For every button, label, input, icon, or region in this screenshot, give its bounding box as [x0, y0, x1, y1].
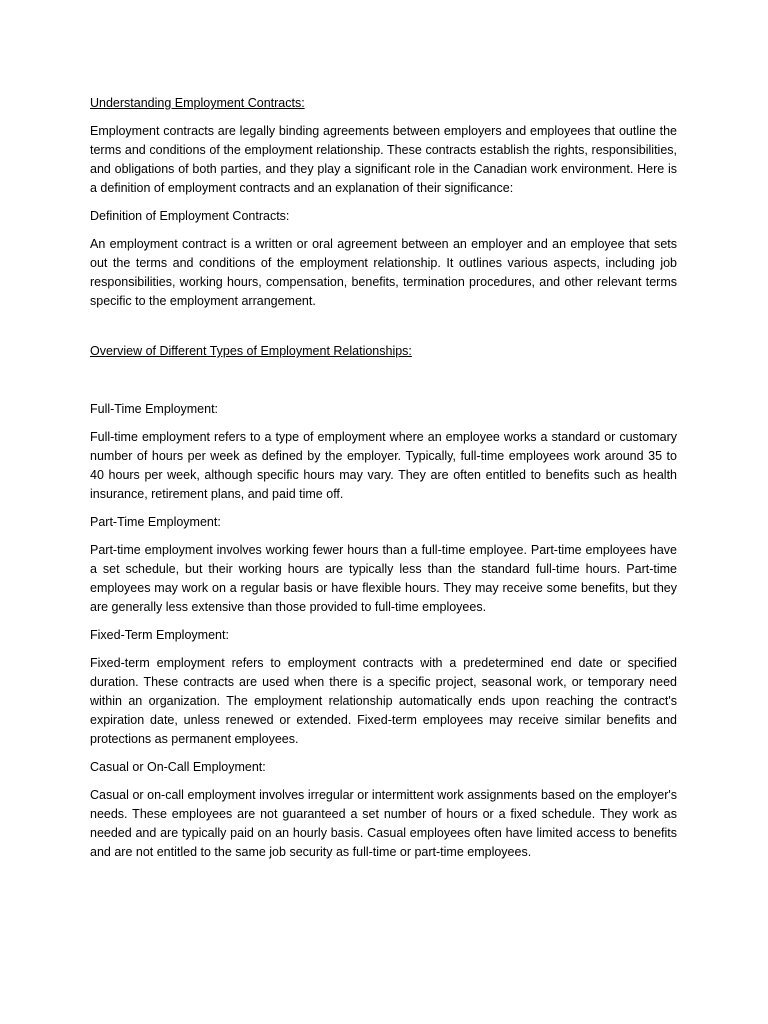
heading-understanding-employment-contracts: Understanding Employment Contracts:	[90, 96, 305, 110]
heading-definition-of-employment-contracts: Definition of Employment Contracts:	[90, 209, 290, 223]
heading-full-time-employment: Full-Time Employment:	[90, 402, 219, 416]
paragraph-fixed-term-employment: Fixed-term employment refers to employment contracts with a predetermined end date or specified duration. These contracts are used when there is a specific project, seasonal work, or temporary need within an organization. The employment relationship automatically ends upon reaching the contract's expiration date, unless renewed or extended. Fixed-term employees may receive similar benefits and protections as permanent employees.	[90, 656, 677, 746]
heading-overview-employment-relationships: Overview of Different Types of Employment Relationships:	[90, 344, 412, 358]
paragraph-full-time-employment: Full-time employment refers to a type of employment where an employee works a standard or customary number of hours per week as defined by the employer. Typically, full-time employees work around 35 to 40 hours per week, although specific hours may vary. They are often entitled to benefits such as health insurance, retirement plans, and paid time off.	[90, 430, 677, 501]
paragraph-casual-on-call-employment: Casual or on-call employment involves irregular or intermittent work assignments based on the employer's needs. These employees are not guaranteed a set number of hours or a fixed schedule. They work as needed and are typically paid on an hourly basis. Casual employees often have limited access to benefits and are not entitled to the same job security as full-time or part-time employees.	[90, 788, 677, 859]
paragraph-intro: Employment contracts are legally binding agreements between employers and employees that outline the terms and conditions of the employment relationship. These contracts establish the rights, responsibilities, and obligations of both parties, and they play a significant role in the Canadian work environment. Here is a definition of employment contracts and an explanation of their significance:	[90, 124, 677, 195]
heading-part-time-employment: Part-Time Employment:	[90, 515, 221, 529]
document-content	[90, 94, 677, 871]
paragraph-definition: An employment contract is a written or oral agreement between an employer and an employee that sets out the terms and conditions of the employment relationship. It outlines various aspects, including job responsibilities, working hours, compensation, benefits, termination procedures, and other relevant terms specific to the employment arrangement.	[90, 237, 677, 308]
paragraph-part-time-employment: Part-time employment involves working fewer hours than a full-time employee. Part-time employees have a set schedule, but their working hours are typically less than the standard full-time hours. Part-time employees may work on a regular basis or have flexible hours. They may receive some benefits, but they are generally less extensive than those provided to full-time employees.	[90, 543, 677, 614]
heading-casual-on-call-employment: Casual or On-Call Employment:	[90, 760, 266, 774]
heading-fixed-term-employment: Fixed-Term Employment:	[90, 628, 229, 642]
